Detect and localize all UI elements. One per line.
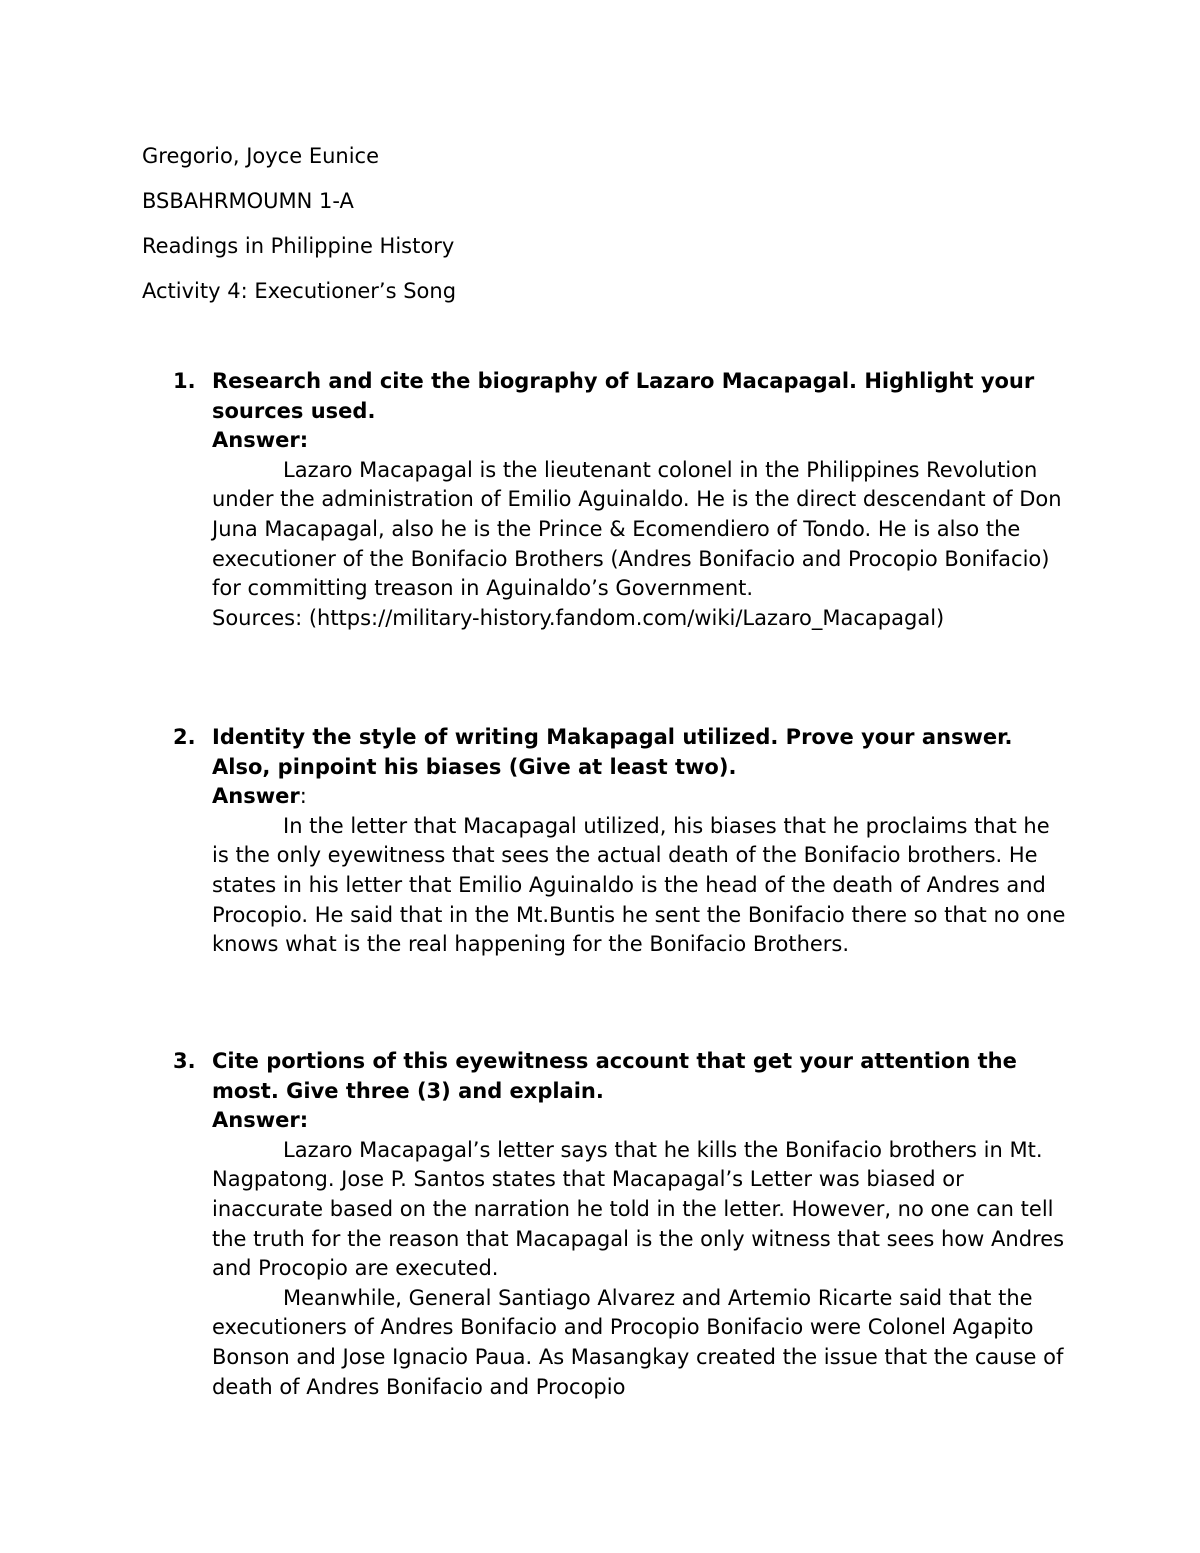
- question-number: 2.: [173, 725, 196, 749]
- question-number: 3.: [173, 1049, 196, 1073]
- answer-label: Answer:: [212, 1108, 309, 1133]
- answer-paragraph: In the letter that Macapagal utilized, his biases that he proclaims that he is the only eyewitness that sees the actual death of the Bonifacio brothers. He states in his letter that Emilio Aguinaldo is the head of the death of Andres and Procopio. He said that in the Mt.Buntis he sent the Bonifacio there so that no one knows what is the real happening for the Bonifacio Brothers.: [212, 813, 1066, 957]
- question-text: Cite portions of this eyewitness account that get your attention the most. Give three (3) and explain.: [212, 1049, 1017, 1103]
- answer-label: Answer:: [212, 428, 309, 453]
- course-section: BSBAHRMOUMN 1-A: [142, 189, 354, 213]
- answer-paragraph: Meanwhile, General Santiago Alvarez and Artemio Ricarte said that the executioners of Andres Bonifacio and Procopio Bonifacio were Colonel Agapito Bonson and Jose Ignacio Paua. As Masangkay created the issue that the cause of death of Andres Bonifacio and Procopio: [212, 1285, 1064, 1399]
- question-body: [212, 367, 1072, 633]
- question-text: Identity the style of writing Makapagal utilized. Prove your answer. Also, pinpoint his biases (Give at least two).: [212, 725, 1013, 779]
- subject-title: Readings in Philippine History: [142, 234, 455, 258]
- question-body: [212, 1047, 1072, 1402]
- question-body: [212, 723, 1072, 960]
- answer-sources: Sources: (https://military-history.fandom.com/wiki/Lazaro_Macapagal): [212, 605, 945, 630]
- answer-label: Answer:: [212, 784, 307, 809]
- question-text: Research and cite the biography of Lazaro Macapagal. Highlight your sources used.: [212, 369, 1035, 423]
- answer-paragraph: Lazaro Macapagal is the lieutenant colonel in the Philippines Revolution under the administration of Emilio Aguinaldo. He is the direct descendant of Don Juna Macapagal, also he is the Prince & Ecomendiero of Tondo. He is also the executioner of the Bonifacio Brothers (Andres Bonifacio and Procopio Bonifacio) for committing treason in Aguinaldo’s Government.: [212, 457, 1062, 601]
- question-number: 1.: [173, 369, 196, 393]
- answer-paragraph: Lazaro Macapagal’s letter says that he kills the Bonifacio brothers in Mt. Nagpatong. Jose P. Santos states that Macapagal’s Letter was biased or inaccurate based on the narration he told in the letter. However, no one can tell the truth for the reason that Macapagal is the only witness that sees how Andres and Procopio are executed.: [212, 1137, 1065, 1281]
- student-name: Gregorio, Joyce Eunice: [142, 144, 380, 168]
- activity-title: Activity 4: Executioner’s Song: [142, 279, 457, 303]
